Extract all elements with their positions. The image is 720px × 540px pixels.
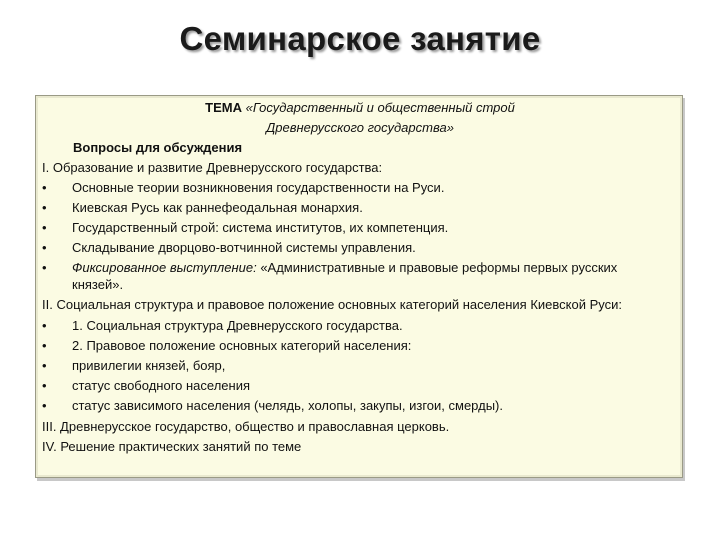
bullet-icon: •: [42, 240, 47, 255]
section-4-heading: IV. Решение практических занятий по теме: [42, 439, 302, 454]
bullet-icon: •: [42, 260, 47, 275]
fixed-speech-topic: «Административные и правовые реформы первых русских: [256, 260, 618, 275]
bullet-icon: •: [42, 338, 47, 353]
slide-title: Семинарское занятие: [179, 20, 541, 57]
list-item-text: Складывание дворцово-вотчинной системы управления.: [72, 240, 416, 255]
theme-heading-line-2: [36, 120, 684, 136]
bullet-icon: •: [42, 378, 47, 393]
list-item-text: статус свободного населения: [72, 378, 250, 393]
theme-title-part-1: «Государственный и общественный строй: [245, 100, 515, 115]
content-box: [35, 95, 683, 478]
bullet-icon: •: [42, 318, 47, 333]
bullet-icon: •: [42, 180, 47, 195]
fixed-speech-label: Фиксированное выступление:: [72, 260, 257, 275]
theme-label: ТЕМА: [205, 100, 242, 115]
bullet-icon: •: [42, 220, 47, 235]
list-item-text: Государственный строй: система институтов, их компетенция.: [72, 220, 449, 235]
list-item-text: привилегии князей, бояр,: [72, 358, 226, 373]
section-3-heading: III. Древнерусское государство, общество и православная церковь.: [42, 419, 450, 434]
bullet-icon: •: [42, 200, 47, 215]
theme-heading-line-1: [36, 100, 684, 116]
list-item-text: статус зависимого населения (челядь, холопы, закупы, изгои, смерды).: [72, 398, 503, 413]
theme-title-part-2: Древнерусского государства»: [266, 120, 454, 135]
list-item-continuation: князей».: [72, 277, 124, 292]
list-item-text: [72, 260, 617, 276]
list-item-text: Киевская Русь как раннефеодальная монархия.: [72, 200, 363, 215]
list-item-text: 1. Социальная структура Древнерусского государства.: [72, 318, 403, 333]
bullet-icon: •: [42, 358, 47, 373]
bullet-icon: •: [42, 398, 47, 413]
list-item-text: 2. Правовое положение основных категорий населения:: [72, 338, 412, 353]
questions-title: Вопросы для обсуждения: [73, 140, 243, 155]
section-2-heading: II. Социальная структура и правовое положение основных категорий населения Киевской Руси:: [42, 297, 622, 312]
list-item-text: Основные теории возникновения государственности на Руси.: [72, 180, 445, 195]
section-1-heading: I. Образование и развитие Древнерусского государства:: [42, 160, 383, 175]
